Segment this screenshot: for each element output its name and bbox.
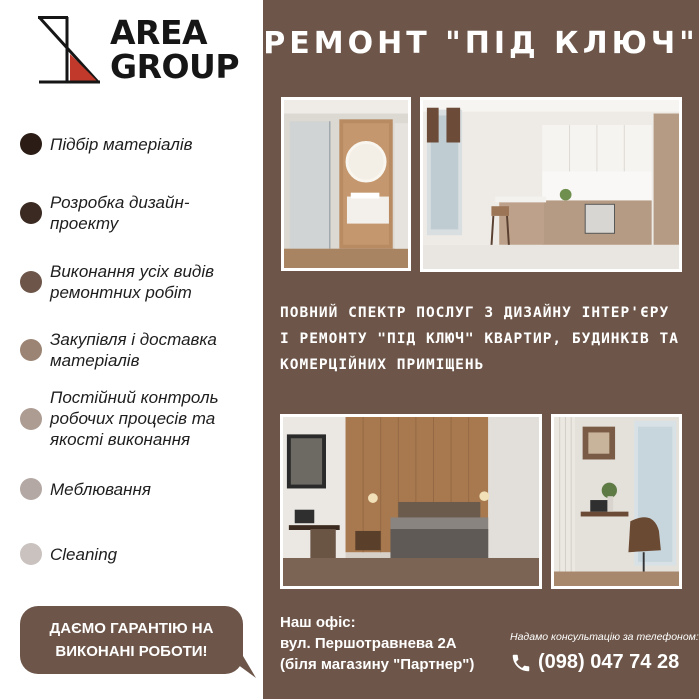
bullet-dot-icon (20, 339, 42, 361)
phone-number: (098) 047 74 28 (538, 651, 680, 673)
bullet-dot-icon (20, 202, 42, 224)
service-item (20, 261, 214, 303)
service-item (20, 192, 189, 234)
service-label: Виконання усіх видів ремонтних робіт (50, 262, 214, 302)
bullet-dot-icon (20, 408, 42, 430)
phone-icon (510, 652, 532, 674)
office-title: Наш офіс: (280, 614, 356, 631)
logo-mark-icon (36, 14, 106, 86)
phone-link[interactable] (510, 651, 679, 674)
office-address-block (280, 612, 474, 675)
logo-line-1: AREA (110, 13, 208, 52)
page-title: РЕМОНТ "ПІД КЛЮЧ" (263, 26, 699, 61)
service-item (20, 543, 117, 565)
service-item (20, 133, 192, 155)
speech-tail-icon (226, 656, 256, 678)
office-street: вул. Першотравнева 2А (280, 635, 457, 652)
service-label: Cleaning (50, 544, 118, 564)
guarantee-text: ДАЄМО ГАРАНТІЮ НА ВИКОНАНІ РОБОТИ! (49, 620, 214, 660)
kitchen-photo (420, 97, 682, 272)
area-group-logo (36, 13, 240, 86)
services-description: ПОВНИЙ СПЕКТР ПОСЛУГ З ДИЗАЙНУ ІНТЕР'ЄРУ І РЕМОНТУ "ПІД КЛЮЧ" КВАРТИР, БУДИНКІВ ТА КОМЕРЦІЙНИХ ПРИМІЩЕНЬ (280, 305, 679, 373)
bullet-dot-icon (20, 271, 42, 293)
service-label: Розробка дизайн- проекту (50, 193, 190, 233)
bullet-dot-icon (20, 133, 42, 155)
logo-wordmark (110, 13, 240, 86)
bullet-dot-icon (20, 478, 42, 500)
office-landmark: (біля магазину "Партнер") (280, 656, 475, 673)
service-label: Постійний контроль робочих процесів та якості виконання (50, 388, 219, 449)
service-label: Меблювання (50, 479, 151, 499)
bathroom-photo (281, 97, 411, 271)
service-label: Підбір матеріалів (50, 134, 193, 154)
bedroom-photo (280, 414, 542, 589)
office-corner-photo (551, 414, 682, 589)
bullet-dot-icon (20, 543, 42, 565)
service-item (20, 387, 219, 450)
service-item (20, 329, 217, 371)
logo-line-2: GROUP (110, 47, 240, 86)
service-item (20, 478, 151, 500)
guarantee-bubble (20, 606, 243, 674)
consult-caption: Надамо консультацію за телефоном: (510, 631, 699, 643)
service-label: Закупівля і доставка матеріалів (50, 330, 217, 370)
